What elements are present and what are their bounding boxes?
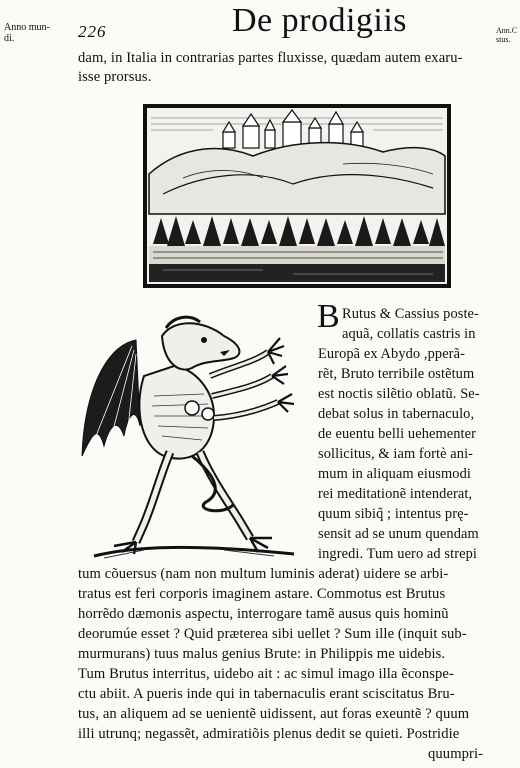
woodcut-demon-illustration (74, 306, 314, 568)
body-line: tum cõuersus (nam non multum luminis aderat) uidere se arbi- (78, 566, 449, 582)
body-line: horrẽdo dæmonis aspectu, interrogare tamẽ ausus quis hominũ (78, 606, 449, 622)
column-line: mum in aliquam eiusmodi (318, 466, 471, 482)
body-line: illi utrunq; negassẽt, admiratiõis plenus dedit se quieti. Postridie (78, 726, 460, 742)
column-line: sollicitus, & iam fortè ani- (318, 446, 474, 462)
body-line: Tum Brutus interritus, uidebo ait : ac simul imago illa ẽconspe- (78, 666, 454, 682)
intro-line: isse prorsus. (78, 69, 152, 85)
intro-line: dam, in Italia in contrarias partes fluxisse, quædam autem exaru- (78, 50, 463, 66)
margin-note-anno-mundi: Anno mun- di. (4, 22, 50, 44)
body-line: deorumúe esset ? Quid præterea sibi uellet ? Sum ille (inquit sub- (78, 626, 467, 642)
column-line: ingredi. Tum uero ad strepi (318, 546, 477, 562)
column-line: sensit ad se unum quendam (318, 526, 479, 542)
body-line: ctu abiit. A pueris inde qui in tabernaculis erant sciscitatus Bru- (78, 686, 455, 702)
column-line: rẽt, Bruto terribile ostẽtum (318, 366, 475, 382)
body-line: tratus est feri corporis imaginem astare. Commotus est Brutus (78, 586, 446, 602)
column-line: quum sibiq̃ ; intentus prę- (318, 506, 469, 522)
catchword: quumpri- (428, 746, 484, 762)
margin-note-anno-christi: Ann.C stus. (496, 26, 518, 44)
body-line: murmurans) tuus malus genius Brute: in Philippis me uidebis. (78, 646, 446, 662)
column-line: debat solus in tabernaculo, (318, 406, 475, 422)
column-line: Europã ex Abydo ,pperã- (318, 346, 465, 362)
drop-cap-initial: B (317, 298, 340, 335)
body-line: tus, an aliquem ad se uenientẽ uidissent, aut foras exeuntẽ ? quum (78, 706, 470, 722)
column-line: rei meditationẽ intenderat, (318, 486, 473, 502)
column-line: est noctis silẽtio oblatũ. Se- (318, 386, 480, 402)
page-number: 226 (78, 22, 107, 41)
column-line: de euentu belli uehementer (318, 426, 477, 442)
column-line: Rutus & Cassius poste- (342, 306, 479, 322)
column-line: aquã, collatis castris in (342, 326, 476, 342)
page-title: De prodigiis (232, 2, 408, 39)
woodcut-landscape-illustration (143, 104, 451, 288)
